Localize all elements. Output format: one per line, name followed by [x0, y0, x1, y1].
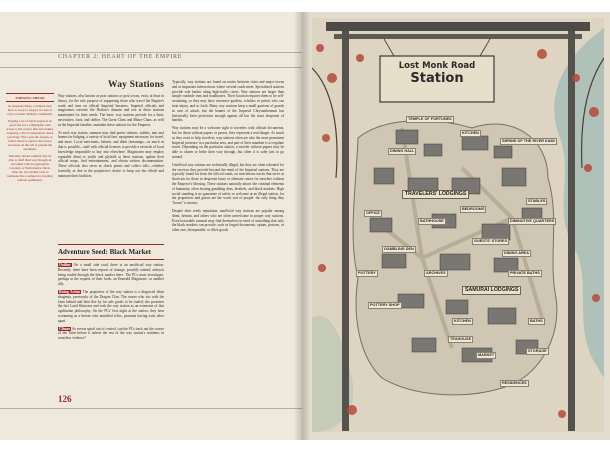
map-title — [384, 61, 490, 101]
label-pottery-shop: POTTERY SHOP — [370, 303, 400, 307]
label-market: MARKET — [478, 353, 495, 357]
torii-left-post — [342, 31, 349, 431]
label-guests-stores: GUESTS' STORES — [474, 239, 508, 243]
sidebar-paragraph: Forging a set of travel papers is no good feat for a calligrapher with access to the correct inks and stamps, requiring a TN 3 Composition check (see Page 78) to pass the forgery. A failed check is equal to the lowest successes on the roll to present the document. — [6, 119, 54, 151]
label-teahouse: TEAHOUSE — [450, 337, 472, 341]
label-travelers-lodgings: TRAVELERS' LODGINGS — [402, 190, 469, 199]
label-residences: RESIDENCES — [502, 381, 527, 385]
seed-text: As events spiral out of control, can the PCs track out the source of the Taint before it infests the rest of the way station's residents in senseless violence? — [58, 326, 164, 341]
seed-tag: Climax — [59, 326, 71, 331]
chapter-header — [0, 52, 302, 68]
torii-lower-beam — [334, 34, 582, 39]
text-column-1 — [58, 80, 164, 182]
label-shrine: SHRINE OF THE RIVER KAMI — [502, 139, 555, 143]
torii-right-post — [568, 31, 575, 431]
label-dining-hall: DINING HALL — [390, 149, 415, 153]
torii-top-beam — [326, 22, 590, 31]
footer-rule — [0, 408, 302, 409]
sidebar-rule-bottom — [6, 101, 54, 102]
body-paragraph: Typically, way stations are found on routes between cities and major towns and at important intersections where several roads meet. Specialized stations provide safe harbor along high-traffic rivers. Way stations are larger than simple roadside inns and roadhouses. Their location requires them to be self-sustaining, so they may have extensive gardens, scholars or priests who can treat injury, and so forth. Many way stations keep a small garrison of guards in case of attack, but the banner of the Imperial Chrysanthemum has historically been protection enough against all but the most desperate of bandits. — [172, 80, 284, 123]
seed-item-climax — [58, 327, 164, 341]
map-title-line-2: Station — [410, 71, 464, 86]
seed-rule — [58, 244, 164, 245]
left-page — [0, 12, 302, 440]
label-bathhouse: BATHHOUSE — [420, 219, 444, 223]
body-paragraph: Way stations, also known as post stations or post towns, exist, at least in theory, for the sole purpose of supporting those who travel the Empire's roads and inns on official Imperial business. Imperial officials and magistrates traverse the Harbor's domain and rest at these stations maintained for their needs. The basic way stations provide for a basic necessities: food, and shelter. The Great Clans and Minor Clans, as well as the Imperial families, maintain these stations for the Emperor. — [58, 94, 164, 127]
seed-rule — [58, 259, 164, 260]
label-storage: STORAGE — [528, 349, 547, 353]
seed-text: On a small side road, there is an unofficial way station. Recently, there have been reports of strange, possibly tainted, artifacts being traded through the black market there. The PCs must investigate, perhaps at the request of their lords, an Emerald Magistrate, or another ally. — [58, 263, 164, 287]
sidebar-rule-top — [6, 93, 54, 94]
sidebar-paragraph: In desperate times, a samurai may have to stoop to forgery in order to carry out their daimyō's commands. — [7, 104, 53, 116]
label-diminutive-quarters: DIMINUTIVE QUARTERS — [510, 219, 555, 223]
label-bedrooms: BEDROOMS — [462, 207, 485, 211]
label-gambling-den: GAMBLING DEN — [384, 247, 414, 251]
label-temple: TEMPLE OF FORTUNES — [408, 117, 452, 121]
book-gutter — [294, 12, 310, 440]
body-paragraph: Way stations may be a welcome sight to travelers with official documents, but for those without papers or passes, they represent a real danger. As much as they exist to help travelers, way stations often are also the most prominent Imperial presence in a particular area, and part of their mandate is to regulate travel. Depending on the particular station, a traveler without papers may be able to charm or bribe their way through, but often it is safer just to go around. — [172, 126, 284, 159]
label-pottery: POTTERY — [358, 271, 376, 275]
sidebar-title: FORGING AHEAD — [15, 96, 45, 100]
sidebar-forging-ahead — [6, 92, 54, 185]
label-kitchen-2: KITCHEN — [454, 319, 471, 323]
adventure-seed-box — [58, 244, 164, 344]
label-stables: STABLES — [528, 199, 546, 203]
body-paragraph: Despite their seedy reputation, unofficial way stations are popular among dōmi, heimin, and others who are often unwelcome in proper way stations. Even honorable samurai may find themselves in need of something that only the black markets can provide, such as forged documents, opium, poisons, or other rare, disreputable, or illicit goods. — [172, 208, 284, 233]
seed-tag: Outline — [59, 263, 71, 267]
seed-text: The proprietor of the way station is a disgraced dōmi shugenja, previously of the Dragon Clan. The owner who sits with the farm behind and then flee by for sale goods to be traded; she promises the fact Land Shiawase and seek the way station as an extension of that egalitarian philosophy. On the PCs' first night at the station, they hear screaming as a breeze stirs unsettled relics, peasants having each other apart. — [58, 289, 164, 323]
map-title-line-1: Lost Monk Road — [398, 61, 476, 71]
station-map — [312, 18, 604, 432]
label-office: OFFICE — [366, 211, 380, 215]
text-column-2 — [172, 80, 284, 236]
seed-item-rising-action — [58, 290, 164, 324]
seed-item-outline — [58, 263, 164, 287]
body-paragraph: At each way station, samurai may find porter stations, stables, inns and homes for lodging, a variety of local fare, equipment necessary for travel, and more. Local merchants, heimin, and dōmi (meanings—as much as that is possible—staff with official licenses to provide a network of local knowledge impossible to buy into elsewhere. Magistrates may employ reputable dōmi or yoriki and plyhold at these stations, update their official maps, find entertainment, and obtain written documentation. These officials also serve as check points and collect tolls—whether formally, or due to the proprietor's desire to keep out the riffraff and maintain their facilities. — [58, 130, 164, 178]
label-samurai-lodgings: SAMURAI LODGINGS — [462, 286, 521, 295]
sidebar-paragraph: Naturally, honest samurai may be able to bluff their way through an encounter with an appropriate Courtesy or Performance check. After all, it is terribly rude to insinuate that a samurai is traveling without permission. — [7, 154, 53, 182]
page-number: 126 — [58, 394, 72, 404]
label-dining-area: DINING AREA — [504, 251, 529, 255]
body-paragraph: Unofficial way stations are technically illegal, but they are often tolerated for the services they provide beyond the remit of the Imperial stations. They are typically found far from the official roads, on treacherous tracks that serve as shortcuts for those in desperate hurry or alternate routes for travelers without the Emperor's blessing. These stations naturally attract the criminal elements of humanity, often hosting gambling dens, brothels, and black markets. High social standing is no guarantee of safety or welcome at an illegal station, for the proprietors and guests are the worst sort of people: the only thing they "honor" is money. — [172, 162, 284, 206]
label-kitchen: KITCHEN — [462, 131, 479, 135]
section-title: Way Stations — [108, 80, 164, 90]
chapter-header-text: CHAPTER 2: HEART OF THE EMPIRE — [58, 54, 183, 60]
label-archives: ARCHIVES — [426, 271, 446, 275]
label-private-baths: PRIVATE BATHS — [510, 271, 540, 275]
seed-title: Adventure Seed: Black Market — [58, 248, 151, 256]
label-baths: BATHS — [530, 319, 543, 323]
seed-tag: Rising Action — [59, 289, 81, 294]
